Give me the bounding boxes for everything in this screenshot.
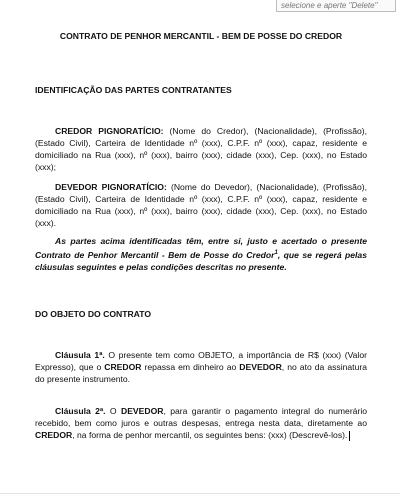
paragraph-clausula-1[interactable] bbox=[35, 349, 367, 385]
section-heading-partes: IDENTIFICAÇÃO DAS PARTES CONTRATANTES bbox=[35, 85, 232, 95]
clausula-1-text-b: repassa em dinheiro ao bbox=[141, 362, 240, 372]
acordo-contract-name: Contrato de Penhor Mercantil - Bem de Posse do Credor bbox=[35, 249, 275, 260]
devedor-text: (Nome do Devedor), (Nacionalidade), (Profissão), (Estado Civil), Carteira de Identidade nº (xxx), C.P.F. nº (xxx), capaz, residente e domiciliado na Rua (xxx), nº (xxx), bairro (xxx), cidade (xxx), Cep. (xxx), no Estado (xxx). bbox=[35, 182, 367, 228]
paragraph-acordo[interactable] bbox=[35, 235, 367, 273]
credor-text: (Nome do Credor), (Nacionalidade), (Profissão), (Estado Civil), Carteira de Identidade nº (xxx), C.P.F. nº (xxx), capaz, residente e domiciliado na Rua (xxx), nº (xxx), bairro (xxx), cidade (xxx), Cep. (xxx), no Estado (xxx); bbox=[35, 126, 368, 172]
acordo-text-a: As partes acima identificadas têm, entre si, justo e acertado o presente bbox=[55, 236, 367, 246]
page-bottom-divider bbox=[0, 493, 400, 494]
clausula-2-text-a: O bbox=[105, 406, 121, 416]
clausula-2-label: Cláusula 2ª. bbox=[55, 406, 106, 416]
devedor-label: DEVEDOR PIGNORATÍCIO: bbox=[55, 182, 167, 192]
clausula-2-devedor: DEVEDOR bbox=[120, 406, 164, 416]
paragraph-credor[interactable] bbox=[35, 125, 367, 173]
section-heading-objeto: DO OBJETO DO CONTRATO bbox=[35, 309, 152, 319]
clausula-2-text-b: , para garantir o pagamento integral do numerário recebido, bem como juros e outras despesas, entrega nesta data, diretamente ao bbox=[35, 406, 368, 428]
clausula-1-devedor: DEVEDOR bbox=[239, 362, 282, 372]
footnote-marker: 1 bbox=[274, 250, 278, 256]
paragraph-clausula-2[interactable] bbox=[35, 405, 367, 441]
clausula-1-text-c: , no ato da assinatura do presente instrumento. bbox=[35, 362, 367, 384]
paragraph-devedor[interactable] bbox=[35, 181, 367, 229]
delete-hint-box: selecione e aperte "Delete" bbox=[276, 0, 396, 12]
clausula-1-label: Cláusula 1ª. bbox=[55, 350, 105, 360]
clausula-2-text-c: , na forma de penhor mercantil, os seguintes bens: (xxx) (Descrevê-los). bbox=[72, 430, 348, 440]
clausula-2-credor: CREDOR bbox=[35, 430, 73, 440]
clausula-1-text-a: O presente tem como OBJETO, a importância de R$ (xxx) (Valor Expresso), que o bbox=[35, 350, 367, 372]
credor-label: CREDOR PIGNORATÍCIO: bbox=[55, 126, 164, 136]
text-cursor bbox=[349, 431, 350, 441]
acordo-text-c: , que se regerá pelas cláusulas seguintes e pelas condições descritas no presente. bbox=[35, 249, 367, 272]
document-title: CONTRATO DE PENHOR MERCANTIL - BEM DE POSSE DO CREDOR bbox=[59, 31, 343, 41]
clausula-1-credor: CREDOR bbox=[104, 362, 142, 372]
